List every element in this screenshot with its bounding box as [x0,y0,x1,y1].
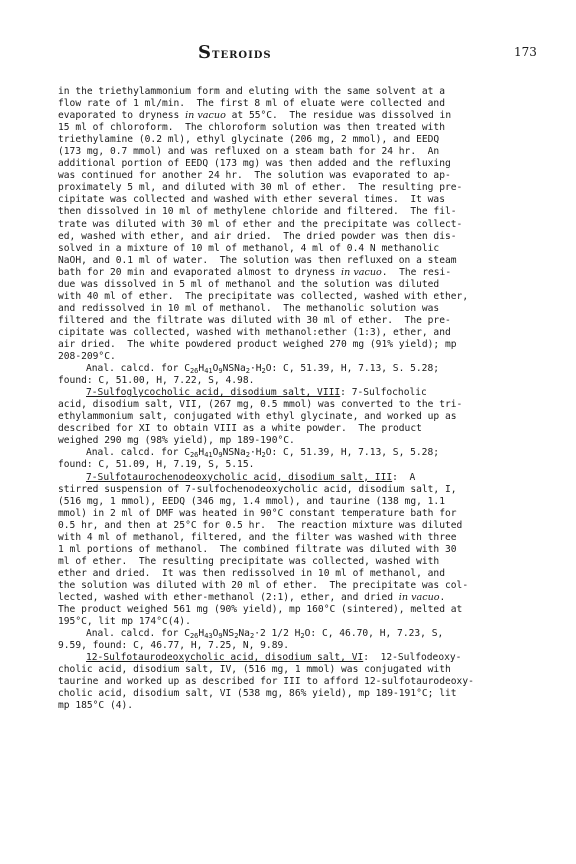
text-line: proximately 5 ml, and diluted with 30 ml of ether. The resulting pre- [58,182,463,194]
analysis-line [58,628,526,640]
text-line: NaOH, and 0.1 ml of water. The solution was then refluxed on a steam [58,254,457,266]
analysis-line [58,447,526,459]
text-line: weighed 290 mg (98% yield), mp 189-190°C. [58,435,295,447]
body-text [58,86,526,712]
text-line: 9.59, found: C, 46.77, H, 7.25, N, 9.89. [58,640,290,652]
compound-heading: 7-Sulfoglycocholic acid, disodium salt, VIII [86,387,341,399]
text-span: NSNa [222,363,246,375]
text-line: air dried. The white powdered product weighed 270 mg (91% yield); mp [58,338,457,350]
text-span: O: C, 46.70, H, 7.23, S, [304,628,444,640]
subscript: 2 [261,367,266,376]
subscript: 26 [189,451,199,460]
text-line: 0.5 hr, and then at 25°C for 0.5 hr. The reaction mixture was diluted [58,519,463,531]
text-line: with 40 ml of ether. The precipitate was collected, washed with ether, [58,290,469,302]
analysis-line [58,363,526,375]
subscript: 2 [245,367,250,376]
italic-term: in vacuo [398,591,440,603]
subscript: 9 [218,451,223,460]
text-line: in the triethylammonium form and eluting with the same solvent at a [58,86,445,97]
subscript: 2 [261,451,266,460]
text-line: stirred suspension of 7-sulfochenodeoxycholic acid, disodium salt, I, [58,483,457,495]
text-span: . [439,591,446,603]
text-line [58,110,526,122]
subscript: 9 [218,632,223,641]
subscript: 41 [204,367,213,376]
text-span: H [198,447,205,459]
text-line: (173 mg, 0.7 mmol) and was refluxed on a steam bath for 24 hr. An [58,146,440,158]
text-line: the solution was diluted with 20 ml of ether. The precipitate was col- [58,579,469,591]
text-line: ether and dried. It was then redissolved in 10 ml of methanol, and [58,567,445,579]
text-span: lected, washed with ether-methanol (2:1), ether, and dried [58,591,399,603]
section-heading-line [58,652,526,664]
subscript: 41 [204,451,213,460]
text-line: cholic acid, disodium salt, VI (538 mg, 86% yield), mp 189-191°C; lit [58,688,457,700]
subscript: 26 [189,632,199,641]
text-line: described for XI to obtain VIII as a white powder. The product [58,423,422,435]
text-line: cipitate was collected and washed with ether several times. It was [58,194,445,206]
text-span: H [198,363,205,375]
text-line: with 4 ml of methanol, filtered, and the filter was washed with three [58,531,457,543]
text-line: ethylammonium salt, conjugated with ethyl glycinate, and worked up as [58,411,457,423]
text-line: acid, disodium salt, VII, (267 mg, 0.5 mmol) was converted to the tri- [58,399,463,411]
compound-heading: 7-Sulfotaurochenodeoxycholic acid, disodium salt, III [86,471,393,483]
text-line [58,267,526,279]
subscript: 2 [249,632,255,641]
text-line: mmol) in 2 ml of DMF was heated in 90°C constant temperature bath for [58,507,457,519]
text-line: found: C, 51.09, H, 7.19, S, 5.15. [58,459,255,471]
subscript: 43 [204,632,213,641]
section-heading-line [58,472,526,484]
text-line: 1 ml portions of methanol. The combined filtrate was diluted with 30 [58,543,457,555]
text-line: The product weighed 561 mg (90% yield), mp 160°C (sintered), melted at [58,604,463,616]
text-span: O: C, 51.39, H, 7.13, S. 5.28; [265,363,440,375]
text-line: was continued for another 24 hr. The solution was evaporated to ap- [58,170,451,182]
text-line: 195°C, lit mp 174°C(4). [58,616,191,628]
text-line: ml of ether. The resulting precipitate was collected, washed with [58,555,440,567]
text-line: flow rate of 1 ml/min. The first 8 ml of eluate were collected and [58,98,445,110]
text-line: 15 ml of chloroform. The chloroform solution was then treated with [58,122,445,134]
text-span: evaporated to dryness [58,110,186,122]
text-line: (516 mg, 1 mmol), EEDQ (346 mg, 1.4 mmol), and taurine (138 mg, 1.1 [58,495,445,507]
subscript: 2 [245,451,250,460]
journal-title-initial: S [198,42,212,63]
text-span: Anal. calcd. for C [86,628,190,640]
text-line: then dissolved in 10 ml of methylene chloride and filtered. The fil- [58,206,457,218]
text-line: due was dissolved in 5 ml of methanol and the solution was diluted [58,278,440,290]
text-span: : 7-Sulfocholic [340,387,427,399]
text-span: O: C, 51.39, H, 7.13, S, 5.28; [265,447,440,459]
text-line: 208-209°C. [58,351,116,363]
section-heading-line [58,387,526,399]
page-number: 173 [514,45,537,59]
text-span: NS [222,628,235,640]
text-span: at 55°C. The residue was dissolved in [225,110,452,122]
text-line: triethylamine (0.2 ml), ethyl glycinate (206 mg, 2 mmol), and EEDQ [58,134,440,146]
italic-term: in vacuo [185,110,226,122]
text-span: NSNa [222,447,246,459]
text-line: filtered and the filtrate was diluted with 30 ml of ether. The pre- [58,314,451,326]
text-line: cholic acid, disodium salt, IV, (516 mg, 1 mmol) was conjugated with [58,664,451,676]
text-span: Na [238,628,250,640]
subscript: 26 [189,367,199,376]
text-line: trate was diluted with 30 ml of ether and the precipitate was collect- [58,218,463,230]
text-line: solved in a mixture of 10 ml of methanol, 4 ml of 0.4 N methanolic [58,242,440,254]
text-line: cipitate was collected, washed with methanol:ether (1:3), ether, and [58,326,451,338]
text-span: Anal. calcd. for C [86,447,190,459]
italic-term: in vacuo [341,266,382,278]
subscript: 9 [218,367,223,376]
page-header [0,42,576,62]
text-line: and redissolved in 10 ml of methanol. The methanolic solution was [58,302,440,314]
text-span: . The resi- [381,266,452,278]
text-span: bath for 20 min and evaporated almost to dryness [58,266,342,278]
text-span: Anal. calcd. for C [86,363,190,375]
journal-title-rest: TEROIDS [212,50,272,61]
text-span: ·H [249,363,262,375]
text-span: O [212,628,219,640]
text-line: found: C, 51.00, H, 7.22, S, 4.98. [58,375,255,387]
text-span: H [198,628,205,640]
subscript: 2 [234,632,239,641]
text-span: : 12-Sulfodeoxy- [363,652,462,664]
text-span: O [212,363,219,375]
text-line: mp 185°C (4). [58,700,134,712]
text-line [58,592,526,604]
text-line: additional portion of EEDQ (173 mg) was then added and the refluxing [58,158,451,170]
journal-title [198,42,272,63]
compound-heading: 12-Sulfotaurodeoxycholic acid, disodium salt, VI [86,652,364,664]
text-span: : A [392,471,416,483]
text-span: ·H [249,447,262,459]
text-span: O [212,447,219,459]
subscript: 2 [300,632,305,641]
text-line: ed, washed with ether, and air dried. The dried powder was then dis- [58,230,457,242]
text-line: taurine and worked up as described for III to afford 12-sulfotaurodeoxy- [58,676,474,688]
text-span: ·2 1/2 H [254,628,301,640]
